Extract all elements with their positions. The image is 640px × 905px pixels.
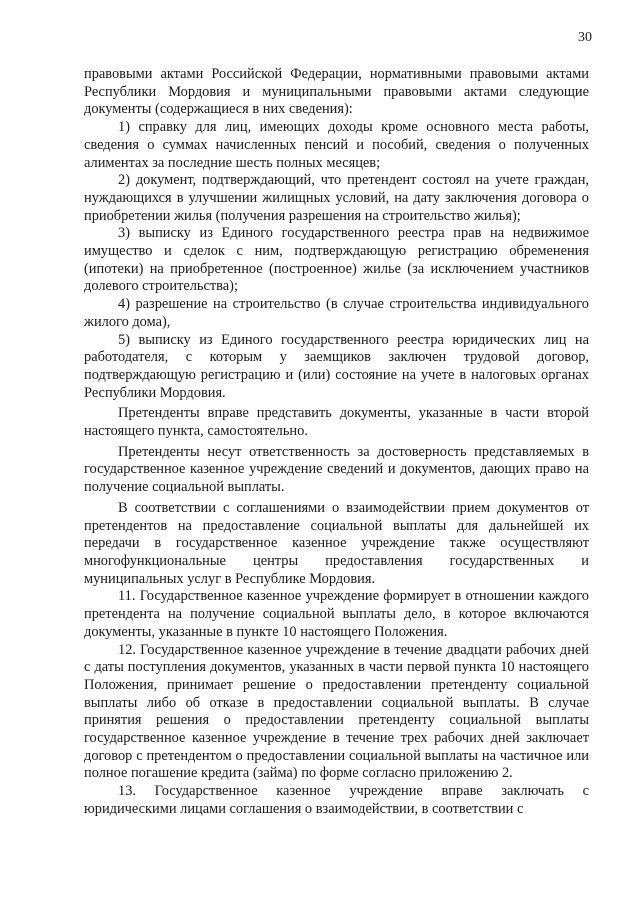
paragraph-item-1: 1) справку для лиц, имеющих доходы кроме основного места работы, сведения о суммах начисленных пенсий и пособий, сведения о полученных алиментах за последние шесть полных месяцев; (84, 119, 589, 171)
paragraph-responsibility: Претенденты несут ответственность за достоверность представляемых в государственное казенное учреждение сведений и документов, дающих право на получение социальной выплаты. (84, 443, 589, 496)
paragraph-item-3: 3) выписку из Единого государственного реестра прав на недвижимое имущество и сделок с ним, подтверждающую регистрацию обременения (ипотеки) на приобретенное (построенное) жилье (за исключением участников долевого строительства); (84, 225, 589, 295)
paragraph-clause-12: 12. Государственное казенное учреждение в течение двадцати рабочих дней с даты поступления документов, указанных в части первой пункта 10 настоящего Положения, принимает решение о предоставлении претенденту социальной выплаты либо об отказе в предоставлении социальной выплаты. В случае принятия решения о предоставлении претенденту социальной выплаты государственное казенное учреждение в течение трех рабочих дней заключает договор с претендентом о предоставлении социальной выплаты на частичное или полное погашение кредита (займа) по форме согласно приложению 2. (84, 641, 589, 782)
paragraph-clause-13: 13. Государственное казенное учреждение вправе заключать с юридическими лицами соглашения о взаимодействии, в соответствии с (84, 783, 589, 817)
paragraph-clause-11: 11. Государственное казенное учреждение формирует в отношении каждого претендента на получение социальной выплаты дело, в которое включаются документы, указанные в пункте 10 настоящего Положения. (84, 588, 589, 640)
paragraph-self-submission: Претенденты вправе представить документы, указанные в части второй настоящего пункта, самостоятельно. (84, 405, 589, 440)
paragraph-item-4: 4) разрешение на строительство (в случае строительства индивидуального жилого дома), (84, 296, 589, 330)
document-body (84, 66, 589, 819)
paragraph-mfc-agreements: В соответствии с соглашениями о взаимодействии прием документов от претендентов на предоставление социальной выплаты для дальнейшей их передачи в государственное казенное учреждение также осуществляют многофункциональные центры предоставления государственных и муниципальных услуг в Республике Мордовия. (84, 499, 589, 587)
paragraph-item-5: 5) выписку из Единого государственного реестра юридических лиц на работодателя, с которым у заемщиков заключен трудовой договор, подтверждающую регистрацию и (или) состояние на учете в налоговых органах Республики Мордовия. (84, 331, 589, 401)
page-number: 30 (578, 30, 592, 45)
paragraph-intro: правовыми актами Российской Федерации, нормативными правовыми актами Республики Мордовия и муниципальными правовыми актами следующие документы (содержащиеся в них сведения): (84, 66, 589, 118)
paragraph-item-2: 2) документ, подтверждающий, что претендент состоял на учете граждан, нуждающихся в улучшении жилищных условий, на дату заключения договора о приобретении жилья (получения разрешения на строительство жилья); (84, 172, 589, 224)
